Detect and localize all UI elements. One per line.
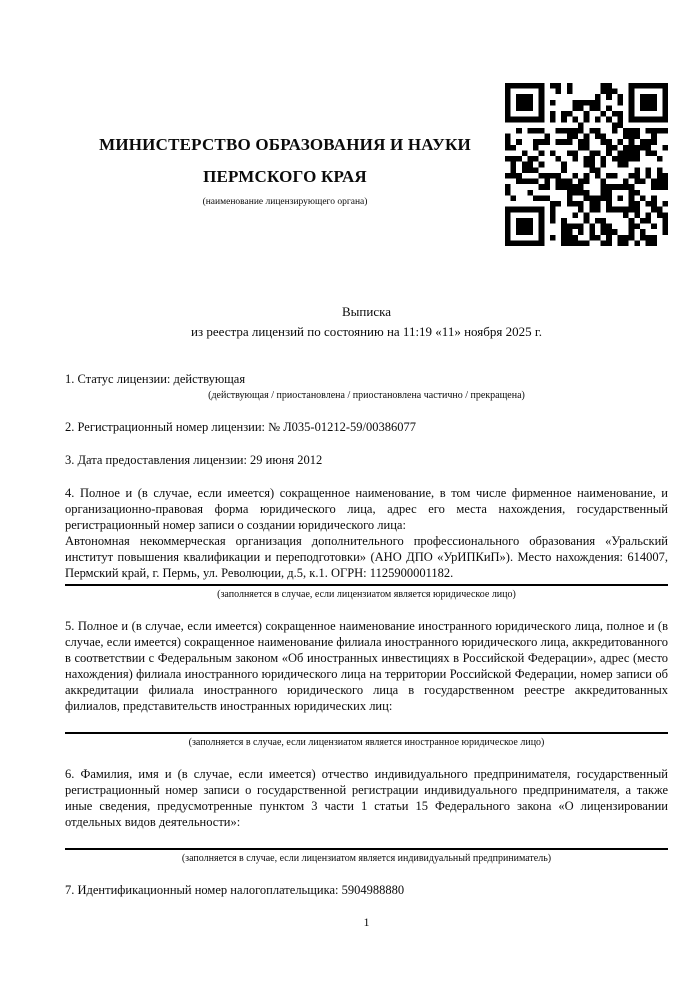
item-4-text: 4. Полное и (в случае, если имеется) сокращенное наименование, в том числе фирменное наименование, и организационно-правовая форма юридического лица, адрес его места нахождения, государственный регистрационный номер записи о создании юридического лица: (65, 486, 668, 532)
document-header (65, 0, 668, 246)
item-1-note: (действующая / приостановлена / приостановлена частично / прекращена) (208, 390, 525, 401)
item-5-text: 5. Полное и (в случае, если имеется) сокращенное наименование иностранного юридического лица, полное и (в случае, если имеется) сокращенное наименование филиала иностранного юридического лица, аккредитованного в соответствии с Федеральным законом «Об иностранных инвестициях в Российской Федерации», адрес (место нахождения) филиала иностранного юридического лица на территории Российской Федерации, номер записи об аккредитации филиала иностранного юридического лица в государственном реестре аккредитованных филиалов, представительств иностранных юридических лиц: (65, 619, 668, 713)
document-title (65, 302, 668, 342)
page-number: 1 (363, 915, 370, 929)
item-4-note: (заполняется в случае, если лицензиатом является юридическое лицо) (217, 589, 516, 600)
item-6-individual-entrepreneur (65, 766, 668, 865)
ministry-name-line1: МИНИСТЕРСТВО ОБРАЗОВАНИЯ И НАУКИ (99, 135, 471, 154)
item-5-foreign-entity (65, 618, 668, 749)
ministry-note: (наименование лицензирующего органа) (202, 197, 368, 207)
item-6-text: 6. Фамилия, имя и (в случае, если имеется) отчество индивидуального предпринимателя, государственный регистрационный номер записи о государственной регистрации индивидуального предпринимателя, а также иные сведения, предусмотренные пунктом 3 части 1 статьи 15 Федерального закона «О лицензировании отдельных видов деятельности»: (65, 767, 668, 829)
item-3-license-date (65, 452, 668, 468)
item-4-value: Автономная некоммерческая организация дополнительного профессионального образования «Уральский институт повышения квалификации и переподготовки» (АНО ДПО «УрИПКиП»). Место нахождения: 614007, Пермский край, г. Пермь, ул. Революции, д.5, к.1. ОГРН: 1125900001182. (65, 534, 668, 580)
item-2-registration-number (65, 419, 668, 435)
item-5-note: (заполняется в случае, если лицензиатом является иностранное юридическое лицо) (188, 737, 545, 748)
fill-line-rule (65, 732, 668, 734)
document-title-line1: Выписка (342, 304, 391, 319)
item-4-legal-entity (65, 485, 668, 601)
fill-line-rule (65, 848, 668, 850)
ministry-name (65, 129, 505, 193)
item-7-text: 7. Идентификационный номер налогоплательщика: 5904988880 (65, 883, 405, 897)
fill-line-rule (65, 584, 668, 586)
item-2-text: 2. Регистрационный номер лицензии: № Л035-01212-59/00386077 (65, 420, 416, 434)
item-1-license-status (65, 371, 668, 402)
item-6-note: (заполняется в случае, если лицензиатом является индивидуальный предприниматель) (181, 853, 552, 864)
licensing-authority-block (65, 83, 505, 208)
document-title-line2: из реестра лицензий по состоянию на 11:19 «11» ноября 2025 г. (191, 324, 542, 339)
items-list (65, 371, 668, 898)
qr-code-icon (505, 83, 668, 246)
ministry-name-line2: ПЕРМСКОГО КРАЯ (203, 167, 367, 186)
item-7-taxpayer-number (65, 882, 668, 898)
item-1-text: 1. Статус лицензии: действующая (65, 372, 246, 386)
item-3-text: 3. Дата предоставления лицензии: 29 июня 2012 (65, 453, 323, 467)
